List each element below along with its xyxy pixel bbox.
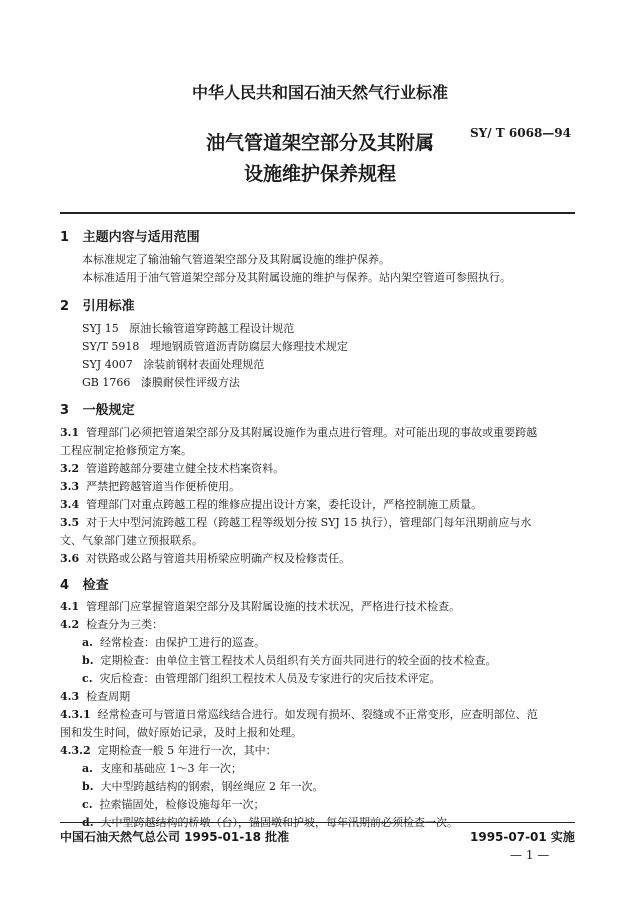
section-title: 一般规定 [82, 403, 135, 418]
clause: 3.6 对铁路或公路与管道共用桥梁应明确产权及检修责任。 [60, 552, 351, 565]
page-number: — 1 — [510, 848, 550, 862]
document-title-line1: 油气管道架空部分及其附属 [205, 132, 434, 154]
reference-item: GB 1766 漆膜耐侯性评级方法 [82, 376, 240, 389]
section-4-heading [60, 574, 109, 593]
list-item: a. 经常检查：由保护工进行的巡查。 [82, 636, 265, 649]
list-item: b. 定期检查：由单位主管工程技术人员组织有关方面共同进行的较全面的技术检查。 [82, 654, 497, 667]
section-title: 引用标准 [82, 299, 135, 314]
clause-continuation: 文、气象部门建立预报联系。 [60, 534, 203, 547]
section-title: 检查 [82, 578, 109, 593]
reference-item: SY/T 5918 埋地钢质管道沥青防腐层大修理技术规定 [82, 340, 348, 353]
clause-continuation: 围和发生时间，做好原始记录，及时上报和处理。 [60, 726, 302, 739]
section-1-heading [60, 226, 200, 245]
list-item: c. 拉索锚固处，检修设施每年一次； [82, 798, 265, 811]
standard-code: SY/ T 6068—94 [470, 126, 571, 140]
section-title: 主题内容与适用范围 [82, 230, 200, 245]
clause: 3.5 对于大中型河流跨越工程（跨越工程等级划分按 SYJ 15 执行），管理部门每年汛期前应与水 [60, 516, 532, 529]
paragraph: 本标准适用于油气管道架空部分及其附属设施的维护与保养。站内架空管道可参照执行。 [82, 271, 511, 284]
clause: 4.1 管理部门应掌握管道架空部分及其附属设施的技术状况，严格进行技术检查。 [60, 600, 461, 613]
clause: 4.3 检查周期 [60, 690, 131, 703]
reference-item: SYJ 4007 涂装前钢材表面处理规范 [82, 358, 265, 371]
header-divider [60, 212, 575, 214]
document-title-line2: 设施维护保养规程 [243, 163, 396, 185]
list-item: b. 大中型跨越结构的钢索，钢丝绳应 2 年一次。 [82, 780, 324, 793]
list-item: c. 灾后检查：由管理部门组织工程技术人员及专家进行的灾后技术评定。 [82, 672, 441, 685]
section-3-heading [60, 399, 135, 418]
clause: 4.3.1 经常检查可与管道日常巡线结合进行。如发现有损坏、裂缝或不正常变形，应查明部位、范 [60, 708, 538, 721]
document-org: 中华人民共和国石油天然气行业标准 [191, 83, 448, 102]
paragraph: 本标准规定了输油输气管道架空部分及其附属设施的维护保养。 [82, 253, 390, 266]
clause: 4.3.2 定期检查一般 5 年进行一次，其中： [60, 744, 277, 757]
section-2-heading [60, 295, 135, 314]
section-number: 4 [60, 578, 70, 593]
section-number: 1 [60, 230, 70, 245]
clause: 3.3 严禁把跨越管道当作便桥使用。 [60, 480, 241, 493]
reference-item: SYJ 15 原油长输管道穿跨越工程设计规范 [82, 322, 295, 335]
clause: 4.2 检查分为三类： [60, 618, 164, 631]
section-number: 3 [60, 403, 70, 418]
list-item: d. 大中型跨越结构的桥墩（台），锚固墩和护坡，每年汛期前必须检查一次。 [82, 816, 459, 829]
clause: 3.2 管道跨越部分要建立健全技术档案资料。 [60, 462, 285, 475]
list-item: a. 支座和基础应 1～3 年一次； [82, 762, 242, 775]
approval-note: 中国石油天然气总公司 1995-01-18 批准 [60, 830, 290, 844]
footer-divider [60, 822, 575, 823]
effective-date: 1995-07-01 实施 [470, 830, 575, 844]
clause-continuation: 工程应制定抢修预定方案。 [60, 444, 192, 457]
clause: 3.4 管理部门对重点跨越工程的维修应提出设计方案，委托设计，严格控制施工质量。 [60, 498, 483, 511]
clause: 3.1 管理部门必须把管道架空部分及其附属设施作为重点进行管理。对可能出现的事故或重要跨越 [60, 426, 538, 439]
section-number: 2 [60, 299, 70, 314]
